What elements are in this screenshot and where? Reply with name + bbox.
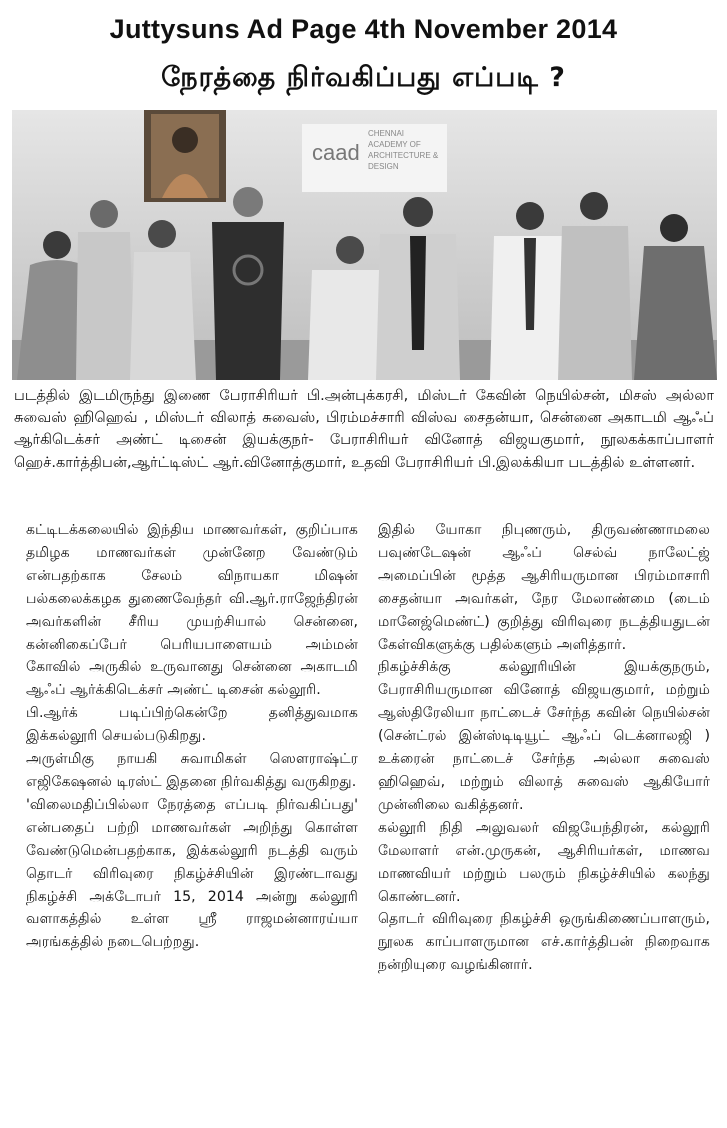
svg-text:CHENNAI: CHENNAI (368, 129, 405, 138)
article-left-column (26, 519, 358, 954)
page-title: Juttysuns Ad Page 4th November 2014 (109, 14, 618, 44)
paragraph: கட்டிடக்கலையில் இந்திய மாணவர்கள், குறிப்பாக தமிழக மாணவர்கள் முன்னேற வேண்டும் என்பதற்காக சேலம் விநாயகா மிஷன் பல்கலைக்கழக துணைவேந்தர் வி.ஆர்.ராஜேந்திரன் அவர்களின் சீரிய முயற்சியால் சென்னை, கன்னிகைப்பேர் பெரியபாளையம் அம்மன் கோவில் அருகில் உருவானது சென்னை அகாடமி ஆஃப் ஆர்க்கிடெக்சர் அண்ட் டிசைன் கல்லூரி. (26, 522, 358, 699)
photo-caption: படத்தில் இடமிருந்து இணை பேராசிரியர் பி.அன்புக்கரசி, மிஸ்டர் கேவின் நெயில்சன், மிசஸ் அல்லா சுவைஸ் ஹிஹெவ் , மிஸ்டர் விலாத் சுவைஸ், பிரம்மச்சாரி விஸ்வ சைதன்யா, சென்னை அகாடமி ஆஃப் ஆர்கிடெக்சர் அண்ட் டிசைன் இயக்குநர்- பேராசிரியர் வினோத் விஜயகுமார், நூலகக்காப்பாளர் ஹெச்.கார்த்திபன்,ஆர்ட்டிஸ்ட் ஆர்.வினோத்குமார், உதவி பேராசிரியர் பி.இலக்கியா படத்தில் உள்ளனர். (14, 387, 714, 471)
group-photo (12, 110, 717, 380)
svg-text:DESIGN: DESIGN (368, 162, 399, 171)
article-headline: நேரத்தை நிர்வகிப்பது எப்படி ? (161, 62, 566, 93)
paragraph: பி.ஆர்க் படிப்பிற்கென்றே தனித்துவமாக இக்கல்லூரி செயல்படுகிறது. (26, 705, 358, 745)
paragraph: அருள்மிகு நாயகி சுவாமிகள் ஸௌராஷ்ட்ர எஜிகேஷனல் டிரஸ்ட் இதனை நிர்வகித்து வருகிறது. (26, 751, 358, 790)
article-right-column (378, 519, 710, 977)
page-header (0, 0, 727, 110)
paragraph: தொடர் விரிவுரை நிகழ்ச்சி ஒருங்கிணைப்பாளரும், நூலக காப்பாளருமான எச்.கார்த்திபன் நிறைவாக நன்றியுரை வழங்கினார். (378, 911, 710, 974)
paragraph: கல்லூரி நிதி அலுவலர் விஜயேந்திரன், கல்லூரி மேலாளர் என்.முருகன், ஆசிரியர்கள், மாணவ மாணவியர் மற்றும் பலரும் நிகழ்ச்சியில் கலந்து கொண்டனர். (378, 819, 710, 905)
svg-text:ACADEMY OF: ACADEMY OF (368, 140, 421, 149)
banner-logo: caad (312, 140, 360, 165)
paragraph: நிகழ்ச்சிக்கு கல்லூரியின் இயக்குநரும், பேராசிரியருமான வினோத் விஜயகுமார், மற்றும் ஆஸ்திரேலியா நாட்டைச் சேர்ந்த கவின் நெயில்சன் (சென்ட்ரல் இன்ஸ்டிடியூட் ஆஃப் டெக்னாலஜி ) உக்ரைன் நாட்டைச் சேர்ந்த அல்லா சுவைஸ் ஹிஹெவ், மற்றும் விலாத் சுவைஸ் ஆகியோர் முன்னிலை வகித்தனர். (378, 659, 710, 813)
paragraph: 'விலைமதிப்பில்லா நேரத்தை எப்படி நிர்வகிப்பது' என்பதைப் பற்றி மாணவர்கள் அறிந்து கொள்ள வேண்டுமென்பதற்காக, இக்கல்லூரி நடத்தி வரும் தொடர் விரிவுரை நிகழ்ச்சியின் இரண்டாவது நிகழ்ச்சி அக்டோபர் 15, 2014 அன்று கல்லூரி வளாகத்தில் உள்ள ஸ்ரீ ராஜமன்னாரய்யா அரங்கத்தில் நடைபெற்றது. (26, 796, 358, 951)
svg-text:ARCHITECTURE &: ARCHITECTURE & (368, 151, 439, 160)
paragraph: இதில் யோகா நிபுணரும், திருவண்ணாமலை பவுண்டேஷன் ஆஃப் செல்வ் நாலேட்ஜ் அமைப்பின் மூத்த ஆசிரியருமான பிரம்மாசாரி சைதன்யா அவர்கள், நேர மேலாண்மை (டைம் மானேஜ்மெண்ட்) குறித்து விரிவுரை நடத்தியதுடன் கேள்விகளுக்கு பதில்களும் அளித்தார். (378, 522, 710, 653)
